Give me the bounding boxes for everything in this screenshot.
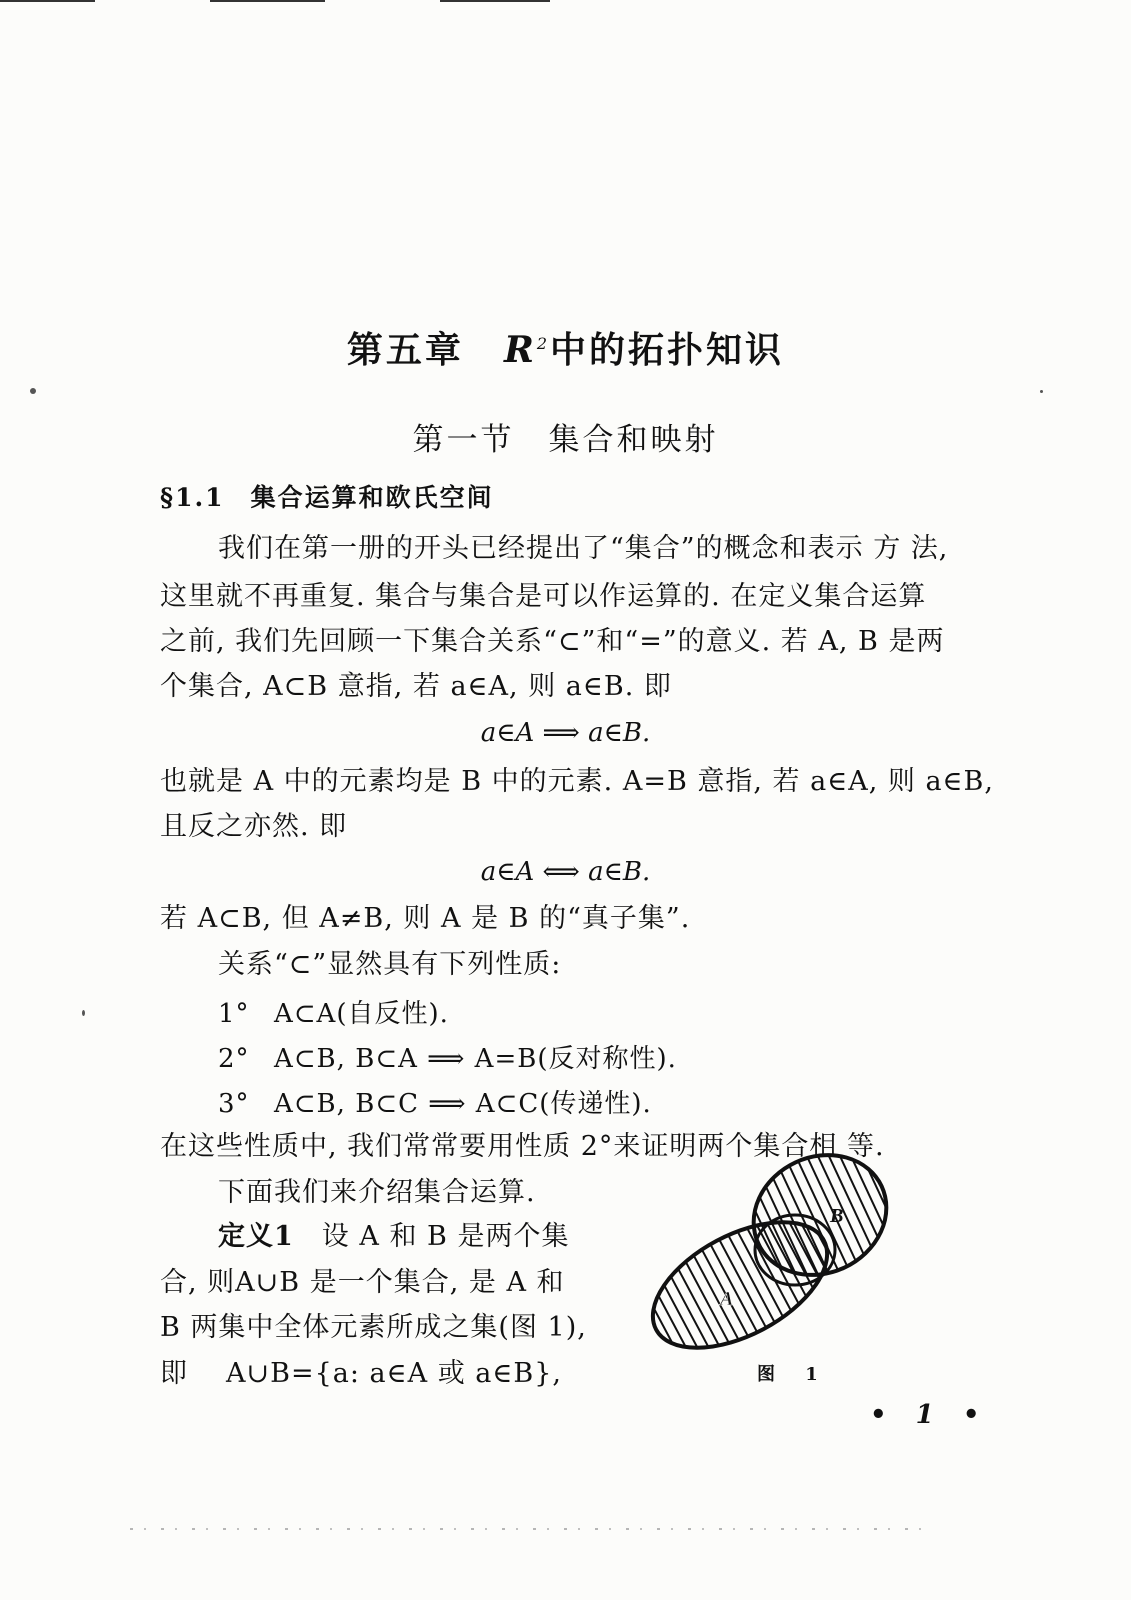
paragraph-1-line-1: 我们在第一册的开头已经提出了“集合”的概念和表示 方 法, [218, 533, 949, 564]
chapter-title [0, 322, 1131, 373]
section-label: 第一节 [412, 422, 515, 458]
section-title [0, 414, 1131, 459]
scan-rule-3 [440, 0, 550, 2]
paragraph-2-line-2: 且反之亦然. 即 [160, 811, 348, 842]
paragraph-3-line-1: 若 A⊂B, 但 A≠B, 则 A 是 B 的“真子集”. [160, 903, 691, 934]
paragraph-6-line-1: 下面我们来介绍集合运算. [218, 1177, 536, 1208]
definition-1-text: 设 A 和 B 是两个集 [321, 1221, 570, 1252]
definition-1-line-1 [218, 1220, 569, 1254]
definition-1-formula: A∪B={a: a∈A 或 a∈B}, [226, 1358, 562, 1389]
paragraph-1-line-4: 个集合, A⊂B 意指, 若 a∈A, 则 a∈B. 即 [160, 671, 672, 702]
definition-label: 定义1 [218, 1221, 294, 1252]
property-1-number: 1° [218, 999, 250, 1029]
paragraph-1-line-2: 这里就不再重复. 集合与集合是可以作运算的. 在定义集合运算 [160, 581, 927, 612]
property-1-text: A⊂A(自反性). [274, 999, 449, 1029]
chapter-title-superscript: 2 [536, 334, 551, 353]
chapter-title-text: 中的拓扑知识 [550, 329, 785, 371]
scan-speck [1040, 390, 1043, 393]
section-title-text: 集合和映射 [548, 422, 719, 458]
subsection-title [160, 478, 494, 514]
property-2 [218, 1038, 677, 1075]
property-2-number: 2° [218, 1044, 250, 1074]
formula-1: a∈A ⟹ a∈B. [480, 718, 651, 748]
page-number: • 1 • [870, 1400, 990, 1430]
definition-1-line-3: B 两集中全体元素所成之集(图 1), [160, 1312, 587, 1343]
scan-noise-strip [130, 1528, 930, 1530]
chapter-label: 第五章 [346, 329, 464, 371]
figure-1-caption: 图 1 [757, 1364, 830, 1385]
definition-1-lead: 即 [160, 1358, 188, 1389]
paragraph-2-line-1: 也就是 A 中的元素均是 B 中的元素. A=B 意指, 若 a∈A, 则 a∈B, [160, 766, 994, 797]
property-2-text: A⊂B, B⊂A ⟹ A=B(反对称性). [274, 1044, 677, 1074]
property-3-number: 3° [218, 1089, 250, 1119]
scan-speck [82, 1010, 85, 1016]
subsection-title-text: 集合运算和欧氏空间 [250, 483, 494, 512]
paragraph-4-line-1: 关系“⊂”显然具有下列性质: [218, 949, 562, 980]
definition-1-line-2: 合, 则A∪B 是一个集合, 是 A 和 [160, 1267, 565, 1298]
definition-1-line-4 [160, 1357, 562, 1391]
scan-rule-1 [0, 0, 95, 2]
set-a-label: A [720, 1288, 734, 1310]
subsection-number: §1.1 [160, 483, 225, 512]
figure-1-venn-diagram [640, 1140, 900, 1360]
property-3 [218, 1083, 652, 1120]
set-b-label: B [830, 1205, 844, 1227]
scan-rule-2 [210, 0, 325, 2]
property-3-text: A⊂B, B⊂C ⟹ A⊂C(传递性). [274, 1089, 652, 1119]
scan-speck [30, 388, 36, 394]
paragraph-1-line-3: 之前, 我们先回顾一下集合关系“⊂”和“=”的意义. 若 A, B 是两 [160, 626, 945, 657]
paragraph-5-line-1: 在这些性质中, 我们常常要用性质 2°来证明两个集合相 等. [160, 1131, 885, 1162]
property-1 [218, 993, 449, 1030]
formula-2: a∈A ⟺ a∈B. [480, 857, 651, 887]
chapter-title-math: R [503, 329, 537, 371]
